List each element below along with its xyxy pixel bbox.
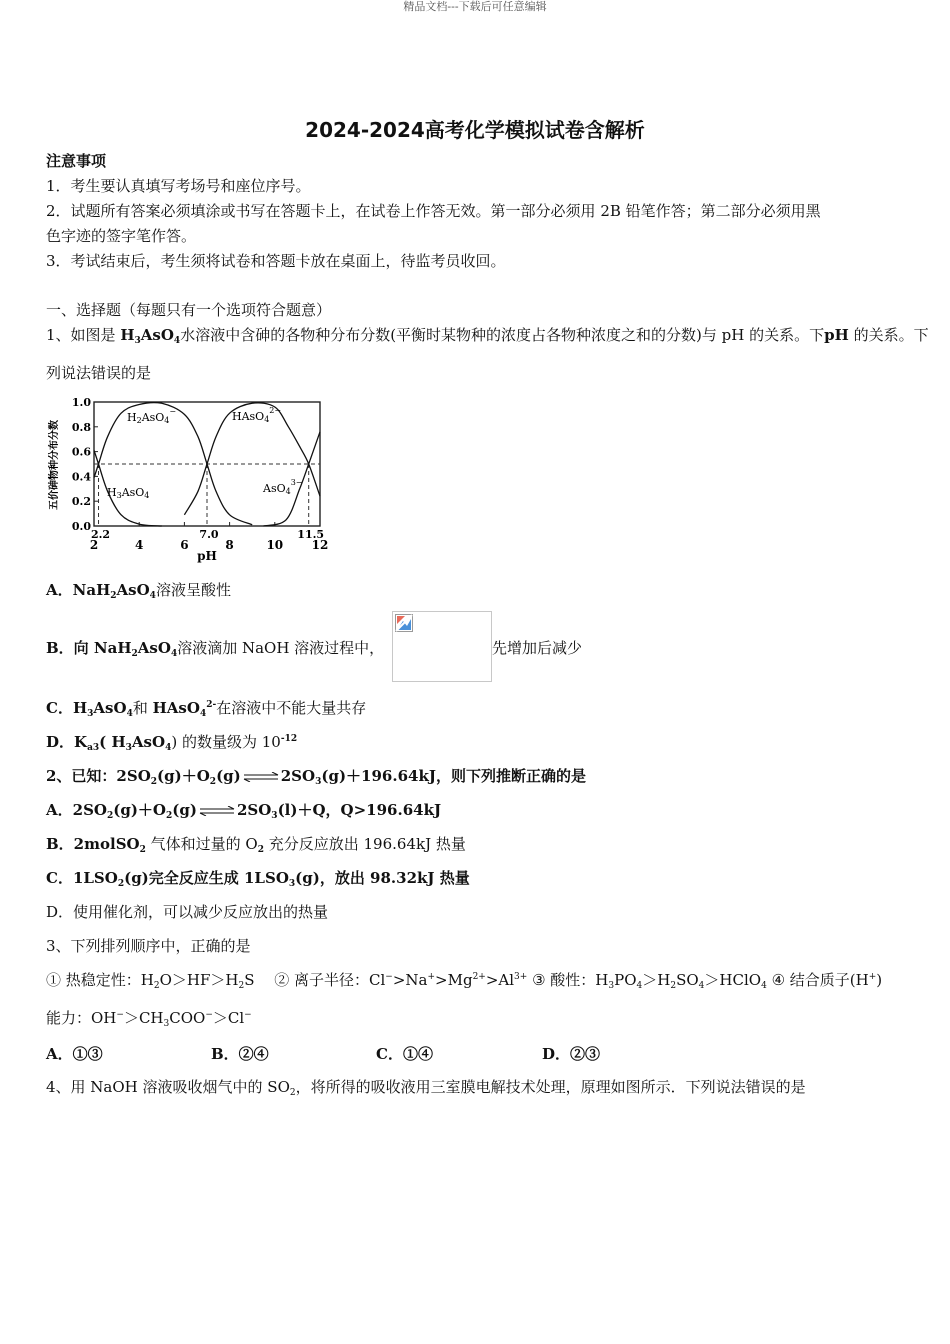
q1-option-a: A．NaH$_2$AsO$_4$溶液呈酸性 (46, 581, 231, 601)
x-tick-label: 10 (266, 538, 284, 552)
q3-statements-line2: 能力：$OH^->CH_3COO^->Cl^-$ (46, 1009, 252, 1029)
x-tick-label: 12 (311, 538, 329, 552)
arsenic-distribution-chart (44, 393, 334, 565)
curve-label-h2aso4: H2AsO4− (127, 407, 177, 425)
page-title: 2024-2024高考化学模拟试卷含解析 (305, 118, 645, 142)
q3-option-c: C．①④ (376, 1045, 433, 1063)
notice-item-2-cont: 色字迹的签字笔作答。 (46, 227, 197, 245)
page-header-note: 精品文档---下载后可任意编辑 (403, 0, 547, 13)
curve-label-aso4: $AsO4^{3-}$ (263, 478, 303, 496)
equilibrium-arrow-icon (199, 806, 235, 816)
q2-option-c: C．$1LSO_2(g)$完全反应生成 $1LSO_3(g)$，放出 98.32kJ 热量 (46, 869, 470, 889)
x-tick-label: 6 (180, 538, 189, 552)
q4-stem: 4、用 NaOH 溶液吸收烟气中的 $SO_2$，将所得的吸收液用三室膜电解技术处理，原理如图所示．下列说法错误的是 (46, 1078, 806, 1098)
section-title: 一、选择题（每题只有一个选项符合题意） (46, 301, 332, 319)
y-tick-label: 0.6 (71, 445, 91, 459)
y-tick-label: 0.8 (71, 420, 91, 434)
broken-formula-image (392, 611, 492, 682)
q3-option-d: D．②③ (542, 1045, 601, 1063)
y-tick-label: 0.0 (71, 520, 91, 533)
q2-option-d: D．使用催化剂，可以减少反应放出的热量 (46, 903, 329, 921)
q1-option-c: C．$H_3AsO_4$和 HAsO$_4^{2-}$在溶液中不能大量共存 (46, 699, 367, 719)
q2-stem: 2、已知：$2SO_2(g)+O_2(g)$ $2SO_3(g)+196.64kJ$，则下列推断正确的是 (46, 767, 586, 787)
x-extra-tick-label: 11.5 (297, 528, 325, 541)
y-tick-label: 0.2 (71, 495, 91, 509)
notice-item-1: 1．考生要认真填写考场号和座位序号。 (46, 177, 311, 195)
x-axis-label: pH (197, 549, 217, 563)
x-tick-label: 8 (225, 538, 234, 552)
q1-stem: 1、如图是 $H_3AsO_4$水溶液中含砷的各物种分布分数(平衡时某物种的浓度占各物种浓度之和的分数)与 pH 的关系。下pH 的关系。下 (46, 326, 929, 346)
notice-item-3: 3．考试结束后，考生须将试卷和答题卡放在桌面上，待监考员收回。 (46, 252, 506, 270)
y-tick-label: 1.0 (71, 396, 91, 409)
x-tick-label: 4 (135, 538, 144, 552)
q1-option-b: B．向 NaH$_2$AsO$_4$溶液滴加 NaOH 溶液过程中， (46, 639, 385, 659)
curve-label-haso4: $HAsO4^{2-}$ (232, 406, 282, 424)
y-axis-label: 五价砷物种分布分数 (49, 420, 60, 510)
q2-option-b: B．2molSO$_2$ 气体和过量的 $O_2$ 充分反应放出 196.64kJ 热量 (46, 835, 466, 855)
q3-option-a: A．①③ (46, 1045, 103, 1063)
q1-option-d: D．$K_{a3}$( $H_3AsO_4$) 的数量级为 $10^{-12}$ (46, 733, 298, 753)
q2-option-a: A．$2SO_2(g)+O_2(g)$ $2SO_3(l)+Q$，Q>196.64kJ (46, 801, 442, 821)
equilibrium-arrow-icon (243, 772, 279, 782)
x-extra-tick-label: 7.0 (199, 528, 219, 541)
notice-item-2: 2．试题所有答案必须填涂或书写在答题卡上，在试卷上作答无效。第一部分必须用 2B 铅笔作答；第二部分必须用黑 (46, 202, 821, 220)
broken-image-icon (395, 614, 413, 632)
q1-stem-line2: 列说法错误的是 (46, 364, 152, 382)
q1-option-b-tail: 先增加后减少 (492, 639, 583, 657)
q3-stem: 3、下列排列顺序中，正确的是 (46, 937, 251, 955)
q3-option-b: B．②④ (211, 1045, 269, 1063)
x-tick-label: 2 (89, 538, 99, 552)
x-extra-tick-label: 2.2 (90, 528, 111, 541)
y-tick-label: 0.4 (71, 470, 91, 484)
curve-label-h3aso4: H3AsO4 (107, 486, 150, 500)
q3-statements: ① 热稳定性：$H_2O>HF>H_2S$ ② 离子半径：$Cl^->Na^+>Mg^{2+}>Al^{3+}$ ③ 酸性：$H_3PO_4>H_2SO_4>HClO_4$ ④ 结合质子(H+) (46, 971, 883, 991)
notice-heading: 注意事项 (46, 152, 107, 170)
